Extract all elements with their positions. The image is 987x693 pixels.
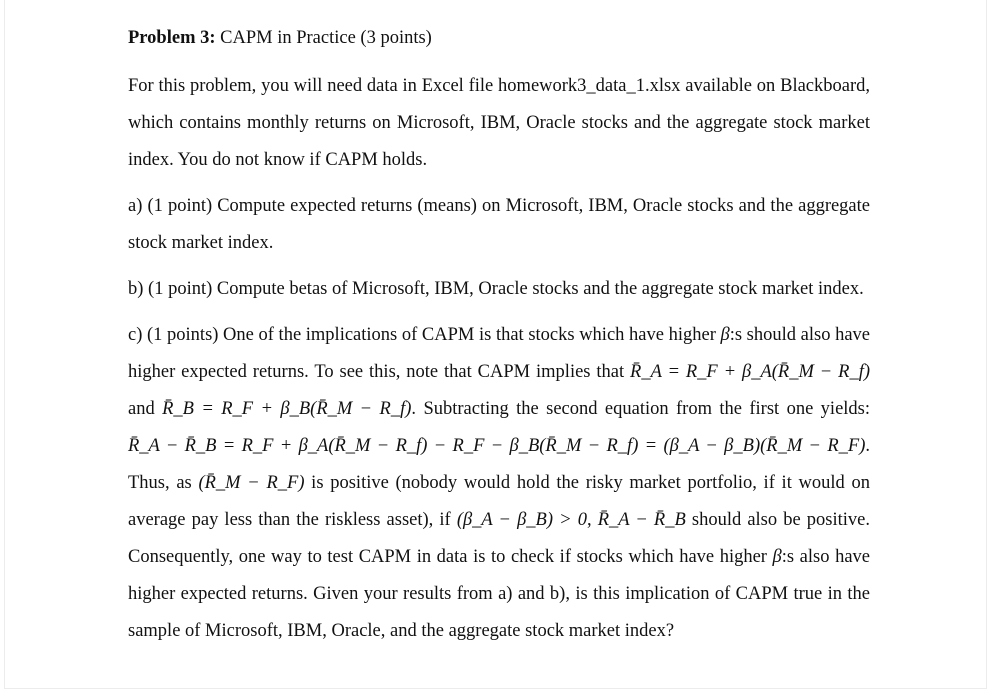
equation-return-diff: R̄_A − R̄_B — [597, 510, 686, 530]
part-c-text-6: is positive (nobody would hold the risky market portfolio, if it would on average pay less than the riskless asset), if — [128, 473, 870, 530]
part-c-text-8: should also be positive. Consequently, one way to test CAPM in data is to check if stocks which have higher — [128, 510, 870, 567]
beta-symbol: β — [720, 325, 730, 345]
problem-label: Problem 3: — [128, 28, 216, 48]
part-c-text-4: . Subtracting the second equation from the first one yields: — [411, 399, 871, 419]
part-a-paragraph: a) (1 point) Compute expected returns (means) on Microsoft, IBM, Oracle stocks and the aggregate stock market index. — [128, 196, 870, 253]
problem-document — [128, 24, 870, 659]
beta-symbol-2: β — [772, 547, 782, 567]
part-c-text-7: , — [586, 510, 598, 530]
part-c-paragraph — [128, 317, 870, 650]
part-b-paragraph: b) (1 point) Compute betas of Microsoft, IBM, Oracle stocks and the aggregate stock market index. — [128, 279, 864, 299]
equation-market-premium: (R̄_M − R_F) — [198, 473, 305, 493]
equation-capm-b: R̄_B = R_F + β_B(R̄_M − R_f) — [162, 399, 412, 419]
part-c-text-3: and — [128, 399, 163, 419]
part-c-text-9: :s also have higher expected returns. Given your results from a) and b), is this implication of CAPM true in the sample of Microsoft, IBM, Oracle, and the aggregate stock market index? — [128, 547, 870, 641]
part-c-text-5: . Thus, as — [128, 436, 870, 493]
equation-difference: R̄_A − R̄_B = R_F + β_A(R̄_M − R_f) − R_F − β_B(R̄_M − R_f) = (β_A − β_B)(R̄_M − R_F) — [128, 436, 866, 456]
problem-heading — [128, 24, 870, 52]
intro-paragraph: For this problem, you will need data in Excel file homework3_data_1.xlsx available on Blackboard, which contains monthly returns on Microsoft, IBM, Oracle stocks and the aggregate stock market index. You do not know if CAPM holds. — [128, 76, 870, 170]
part-c-text-1: c) (1 points) One of the implications of CAPM is that stocks which have higher — [128, 325, 721, 345]
equation-capm-a: R̄_A = R_F + β_A(R̄_M − R_f) — [630, 362, 871, 382]
equation-beta-diff: (β_A − β_B) > 0 — [456, 510, 587, 530]
part-c-text-2: :s should also have higher expected returns. To see this, note that CAPM implies that — [128, 325, 870, 382]
problem-title: CAPM in Practice (3 points) — [220, 28, 432, 48]
